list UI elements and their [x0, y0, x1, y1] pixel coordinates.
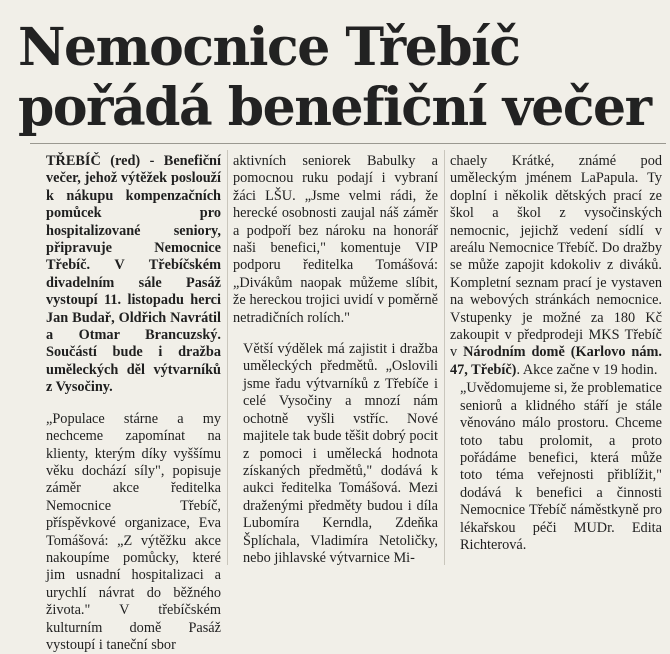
body-paragraph-4 [450, 153, 662, 379]
column-1 [36, 153, 221, 654]
venue-address: Národním domě (Karlovo nám. 47, Třebíč) [450, 344, 662, 378]
body-text: . Akce začne v 19 hodin. [516, 361, 658, 378]
headline-line-2: pořádá benefiční večer [18, 77, 651, 138]
column-divider-2 [444, 150, 445, 565]
body-text: chaely Krátké, známé pod uměleckým jménem LaPapula. Ty doplní i několik dětských prací ze škol a škol z vysočinských nemocnic, jejichž vedení sídlí v areálu Nemocnice Třebíč. Do dražby se může zapojit kdokoliv z diváků. Kompletní seznam prací je vystaven na webových stránkách nemocnice. Vstupenky je možné za 180 Kč zakoupit v předprodeji MKS Třebíč v [450, 153, 662, 361]
headline-rule [30, 143, 666, 144]
body-paragraph-1: „Populace stárne a my nechceme zapomínat na klienty, kterým díky vyššímu věku dochází síly", popisuje záměr akce ředitelka Nemocnice Třebíč, příspěvkové organizace, Eva Tomášová: „Z výtěžku akce nakoupíme pomůcky, které jim usnadní hospitalizaci a urychlí návrat do běžného života." V třebíčském kulturním domě Pasáž vystoupí i taneční sbor [46, 410, 221, 653]
lead-paragraph: TŘEBÍČ (red) - Benefiční večer, jehož výtěžek poslouží k nákupu kompenzačních pomůcek pro hospitalizované seniory, připravuje Nemocnice Třebíč. V Třebíčském divadelním sále Pasáž vystoupí 11. listopadu herci Jan Budař, Oldřich Navrátil a Otmar Brancuzský. Součástí bude i dražba uměleckých děl výtvarníků z Vysočiny. [46, 153, 221, 396]
column-3 [450, 153, 662, 554]
body-paragraph-2: aktivních seniorek Babulky a pomocnou ruku podají i vybraní žáci LŠU. „Jsme velmi rádi, že herecké osobnosti zaujal náš záměr a podpoří bez nároku na honorář naši benefici," komentuje VIP podporu ředitelka Tomášová: „Divákům naopak můžeme slíbit, že hereckou trojici uvidí v poměrně netradičních rolích." [233, 153, 438, 326]
headline [18, 18, 658, 138]
column-2 [233, 153, 438, 567]
body-paragraph-3: Větší výdělek má zajistit i dražba uměleckých předmětů. „Oslovili jsme řadu výtvarníků z Třebíče i celé Vysočiny a mnozí nám ochotně vyšli vstříc. Nové majitele tak bude těšit dobrý pocit z pomoci i umělecká hodnota získaných předmětů," dodává k aukci ředitelka Tomášová. Mezi draženými předměty budou i díla Lubomíra Kerndla, Zdeňka Šplíchala, Vladimíra Netoličky, nebo jihlavské výtvarnice Mi- [243, 341, 438, 566]
column-divider-1 [227, 150, 228, 565]
body-paragraph-5: „Uvědomujeme si, že problematice seniorů a klidného stáří je stále věnováno málo prostoru. Chceme toto tabu prolomit, a proto pořádáme benefici, která může toto téma veřejnosti přiblížit," dodává k benefici a činnosti Nemocnice Třebíč náměstkyně pro lékařskou péči MUDr. Edita Richterová. [460, 380, 662, 553]
headline-line-1: Nemocnice Třebíč [18, 17, 520, 78]
